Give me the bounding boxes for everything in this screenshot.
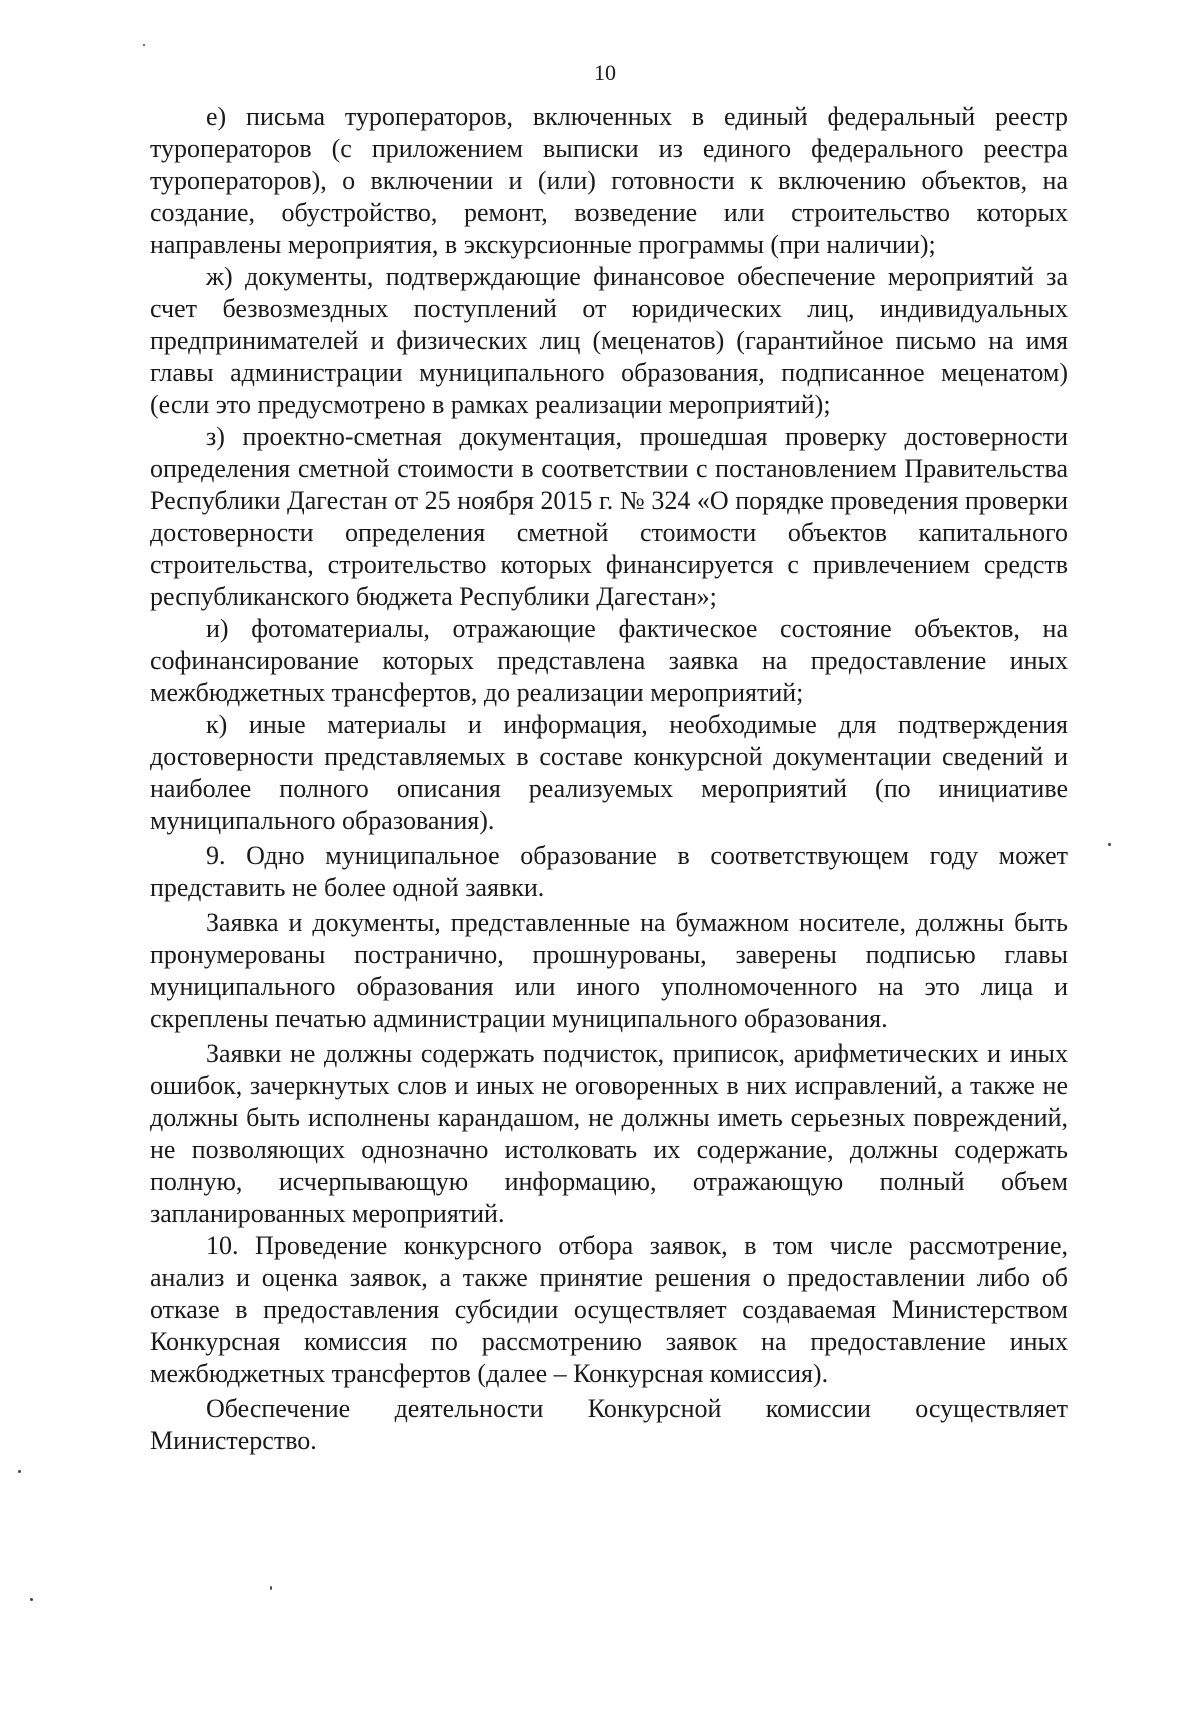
scan-speck (18, 1470, 21, 1473)
page-number: 10 (594, 60, 616, 85)
paragraph-commission-support: Обеспечение деятельности Конкурсной комиссии осуществляет Министерство. (150, 1394, 1068, 1455)
document-body (150, 101, 1068, 1457)
scan-speck (143, 44, 145, 46)
scan-speck (270, 1586, 272, 1590)
paragraph-item-z: з) проектно-сметная документация, прошедшая проверку достоверности определения сметной стоимости в соответствии с постановлением Правительства Республики Дагестан от 25 ноября 2015 г. № 324 «О порядке проведения проверки достоверности определения сметной стоимости объектов капитального строительства, строительство которых финансируется с привлечением средств республиканского бюджета Республики Дагестан»; (150, 422, 1068, 611)
paragraph-item-e: е) письма туроператоров, включенных в единый федеральный реестр туроператоров (с приложением выписки из единого федерального реестра туроператоров), о включении и (или) готовности к включению объектов, на создание, обустройство, ремонт, возведение или строительство которых направлены мероприятия, в экскурсионные программы (при наличии); (150, 102, 1068, 259)
paragraph-item-zh: ж) документы, подтверждающие финансовое обеспечение мероприятий за счет безвозмездных поступлений от юридических лиц, индивидуальных предпринимателей и физических лиц (меценатов) (гарантийное письмо на имя главы администрации муниципального образования, подписанное меценатом) (если это предусмотрено в рамках реализации мероприятий); (150, 262, 1068, 419)
paragraph-clause-9: 9. Одно муниципальное образование в соответствующем году может представить не более одной заявки. (150, 841, 1068, 902)
scan-speck (30, 1598, 33, 1601)
paragraph-item-i: и) фотоматериалы, отражающие фактическое состояние объектов, на софинансирование которых представлена заявка на предоставление иных межбюджетных трансфертов, до реализации мероприятий; (150, 614, 1068, 707)
paragraph-item-k: к) иные материалы и информация, необходимые для подтверждения достоверности представляемых в составе конкурсной документации сведений и наиболее полного описания реализуемых мероприятий (по инициативе муниципального образования). (150, 710, 1068, 835)
paragraph-clause-10: 10. Проведение конкурсного отбора заявок, в том числе рассмотрение, анализ и оценка заявок, а также принятие решения о предоставлении либо об отказе в предоставления субсидии осуществляет создаваемая Министерством Конкурсная комиссия по рассмотрению заявок на предоставление иных межбюджетных трансфертов (далее – Конкурсная комиссия). (150, 1231, 1068, 1388)
paragraph-corrections-prohibited: Заявки не должны содержать подчисток, приписок, арифметических и иных ошибок, зачеркнутых слов и иных не оговоренных в них исправлений, а также не должны быть исполнены карандашом, не должны иметь серьезных повреждений, не позволяющих однозначно истолковать их содержание, должны содержать полную, исчерпывающую информацию, отражающую полный объем запланированных мероприятий. (150, 1039, 1068, 1228)
paragraph-paper-requirements: Заявка и документы, представленные на бумажном носителе, должны быть пронумерованы постранично, прошнурованы, заверены подписью главы муниципального образования или иного уполномоченного на это лица и скреплены печатью администрации муниципального образования. (150, 908, 1068, 1033)
scan-speck (1108, 843, 1111, 846)
